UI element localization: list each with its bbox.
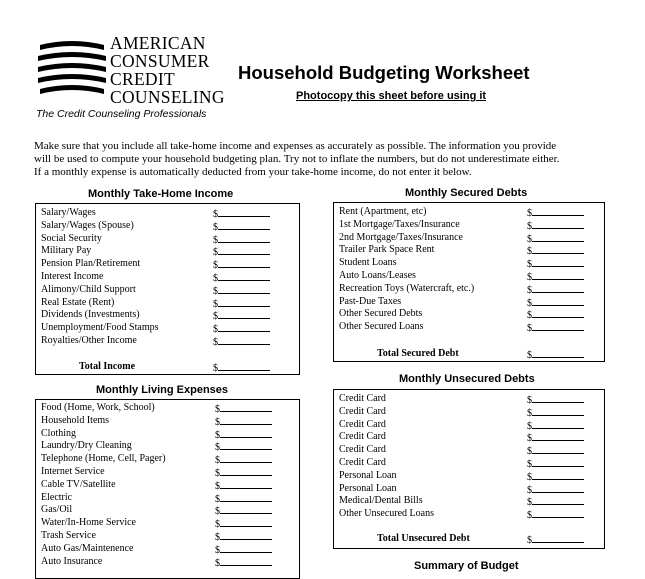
amount-blank-line[interactable] [532,232,584,242]
amount-field[interactable] [215,402,272,415]
line-item-row [339,431,599,444]
amount-blank-line[interactable] [218,258,270,268]
line-item-row [339,206,599,219]
line-item-row [339,244,599,257]
line-item-label: Other Unsecured Loans [339,508,434,520]
line-item-label: Other Secured Loans [339,321,424,333]
amount-blank-line[interactable] [220,453,272,463]
line-item-label: Military Pay [41,245,92,257]
amount-blank-line[interactable] [532,406,584,416]
line-item-label: Royalties/Other Income [41,335,137,346]
total-row [41,361,294,374]
amount-blank-line[interactable] [218,233,270,243]
line-item-row [41,220,294,233]
amount-field[interactable] [527,283,584,296]
amount-field[interactable] [213,309,270,322]
line-item-label: Cable TV/Satellite [41,478,116,490]
amount-field[interactable] [213,220,270,233]
amount-blank-line[interactable] [532,508,584,518]
intro-paragraph [34,140,614,178]
line-item-row [41,466,294,479]
amount-blank-line[interactable] [532,244,584,254]
income-section [35,203,300,375]
line-item-row [339,508,599,521]
amount-field[interactable] [213,271,270,284]
currency-symbol: $ [215,442,220,454]
amount-blank-line[interactable] [532,270,584,280]
currency-symbol: $ [213,234,218,246]
amount-field[interactable] [527,419,584,432]
amount-field[interactable] [215,492,272,505]
line-item-row [339,470,599,483]
amount-blank-line[interactable] [220,479,272,489]
line-item-label: Water/In-Home Service [41,517,136,529]
currency-symbol: $ [215,544,220,556]
amount-field[interactable] [527,470,584,483]
currency-symbol: $ [213,260,218,272]
currency-symbol: $ [527,323,532,335]
total-amount-field[interactable] [213,361,270,374]
line-item-label: Recreation Toys (Watercraft, etc.) [339,282,475,294]
line-item-label: Real Estate (Rent) [41,296,115,308]
currency-symbol: $ [527,395,532,406]
secured-debts-section [333,202,605,362]
currency-symbol: $ [527,220,532,232]
line-item-row [339,457,599,470]
unsecured-debts-heading: Monthly Unsecured Debts [399,373,535,385]
unsecured-debts-section [333,389,605,549]
total-label: Total Secured Debt [377,348,459,359]
line-item-label: Credit Card [339,457,386,468]
currency-symbol: $ [213,209,218,220]
brand-line: AMERICAN [110,33,206,53]
amount-blank-line[interactable] [532,321,584,331]
intro-line: will be used to compute your household budgeting plan. Try not to inflate the numbers, but do not underestimate either. [34,152,560,165]
amount-blank-line[interactable] [532,296,584,306]
line-item-row [339,444,599,457]
amount-field[interactable] [215,466,272,479]
amount-field[interactable] [527,308,584,321]
currency-symbol: $ [215,429,220,441]
line-item-row [41,479,294,492]
amount-field[interactable] [527,232,584,245]
currency-symbol: $ [527,350,532,361]
line-item-row [41,258,294,271]
living-expenses-heading: Monthly Living Expenses [96,384,229,396]
amount-field[interactable] [527,406,584,419]
total-amount-field[interactable] [527,533,584,546]
currency-symbol: $ [215,506,220,518]
line-item-row [41,517,294,530]
amount-blank-line[interactable] [220,517,272,527]
line-item-label: Trash Service [41,530,96,541]
currency-symbol: $ [527,510,532,522]
line-item-label: Clothing [41,427,77,439]
brand-line: CREDIT [110,69,175,89]
amount-blank-line[interactable] [532,483,584,493]
amount-field[interactable] [215,440,272,453]
logo-stripes-icon [36,39,108,99]
amount-blank-line[interactable] [532,495,584,505]
line-item-row [41,428,294,441]
currency-symbol: $ [215,493,220,505]
currency-symbol: $ [527,484,532,496]
total-row [339,348,599,361]
amount-field[interactable] [213,284,270,297]
intro-line: Make sure that you include all take-home income and expenses as accurately as possible. The information you provide [34,140,557,152]
currency-symbol: $ [215,468,220,479]
amount-blank-line[interactable] [220,492,272,502]
line-item-label: Food (Home, Work, School) [41,402,155,413]
line-item-row [41,556,294,569]
line-item-row [339,495,599,508]
line-item-label: Laundry/Dry Cleaning [41,440,132,452]
amount-blank-line[interactable] [220,556,272,566]
amount-field[interactable] [527,296,584,309]
currency-symbol: $ [527,407,532,419]
amount-blank-line[interactable] [218,245,270,255]
line-item-row [339,219,599,232]
line-item-label: Electric [41,491,73,503]
income-heading: Monthly Take-Home Income [88,188,234,200]
company-logo [36,34,226,112]
amount-field[interactable] [215,453,272,466]
amount-field[interactable] [527,431,584,444]
currency-symbol: $ [527,433,532,445]
line-item-row [339,283,599,296]
amount-blank-line[interactable] [220,543,272,553]
amount-field[interactable] [213,297,270,310]
amount-blank-line[interactable] [532,419,584,429]
line-item-label: Unemployment/Food Stamps [41,322,159,334]
amount-blank-line[interactable] [532,308,584,318]
line-item-row [41,440,294,453]
line-item-label: Telephone (Home, Cell, Pager) [41,453,166,465]
amount-field[interactable] [527,257,584,270]
amount-field[interactable] [527,495,584,508]
currency-symbol: $ [215,455,220,467]
amount-field[interactable] [215,479,272,492]
line-item-label: Household Items [41,414,110,426]
currency-symbol: $ [213,298,218,310]
total-row [339,533,599,546]
amount-field[interactable] [527,483,584,496]
amount-blank-line[interactable] [218,335,270,345]
line-item-row [339,232,599,245]
amount-blank-line[interactable] [220,504,272,514]
currency-symbol: $ [527,284,532,296]
amount-blank-line[interactable] [218,207,270,217]
amount-blank-line[interactable] [532,393,584,403]
amount-blank-line[interactable] [532,470,584,480]
currency-symbol: $ [213,273,218,284]
amount-field[interactable] [215,415,272,428]
amount-field[interactable] [527,321,584,334]
amount-blank-line[interactable] [218,309,270,319]
line-item-row [41,402,294,415]
line-item-row [339,406,599,419]
currency-symbol: $ [527,208,532,219]
total-amount-field[interactable] [527,348,584,361]
line-item-label: Credit Card [339,405,386,417]
line-item-row [41,335,294,348]
total-label: Total Income [79,361,136,372]
amount-field[interactable] [527,444,584,457]
line-item-row [41,245,294,258]
line-item-row [41,322,294,335]
line-item-row [41,309,294,322]
amount-blank-line[interactable] [532,206,584,216]
line-item-row [41,492,294,505]
tagline: The Credit Counseling Professionals [36,108,207,120]
amount-blank-line[interactable] [218,297,270,307]
currency-symbol: $ [527,272,532,283]
currency-symbol: $ [213,337,218,348]
currency-symbol: $ [215,404,220,415]
line-item-row [339,270,599,283]
amount-blank-line[interactable] [532,257,584,267]
line-item-label: Social Security [41,232,102,244]
line-item-label: Personal Loan [339,482,397,494]
amount-field[interactable] [213,258,270,271]
line-item-row [339,393,599,406]
line-item-row [41,284,294,297]
amount-blank-line[interactable] [220,440,272,450]
currency-symbol: $ [213,311,218,323]
amount-field[interactable] [527,270,584,283]
line-item-row [41,543,294,556]
line-item-label: Trailer Park Space Rent [339,244,435,256]
amount-field[interactable] [215,530,272,543]
currency-symbol: $ [527,471,532,483]
currency-symbol: $ [215,557,220,569]
line-item-label: Interest Income [41,271,104,282]
amount-field[interactable] [527,206,584,219]
line-item-label: Auto Loans/Leases [339,270,416,281]
line-item-label: Credit Card [339,431,386,443]
currency-symbol: $ [527,535,532,546]
amount-field[interactable] [213,233,270,246]
line-item-label: Credit Card [339,418,386,430]
line-item-label: Internet Service [41,466,105,477]
amount-field[interactable] [213,335,270,348]
currency-symbol: $ [527,310,532,322]
line-item-label: Gas/Oil [41,504,73,516]
line-item-label: Personal Loan [339,469,397,481]
living-expenses-section [35,399,300,579]
amount-blank-line[interactable] [532,219,584,229]
amount-field[interactable] [527,244,584,257]
line-item-label: Credit Card [339,444,386,456]
amount-blank-line[interactable] [532,283,584,293]
line-item-row [339,257,599,270]
line-item-label: Student Loans [339,257,397,269]
line-item-row [339,296,599,309]
currency-symbol: $ [213,285,218,297]
line-item-label: 2nd Mortgage/Taxes/Insurance [339,231,463,243]
line-item-row [41,530,294,543]
currency-symbol: $ [527,420,532,432]
page-subtitle: Photocopy this sheet before using it [296,90,487,102]
amount-field[interactable] [213,245,270,258]
amount-blank-line[interactable] [218,284,270,294]
brand-line: COUNSELING [110,87,225,107]
amount-blank-line[interactable] [220,415,272,425]
currency-symbol: $ [527,497,532,509]
line-item-row [41,207,294,220]
currency-symbol: $ [213,363,218,374]
amount-blank-line[interactable] [218,361,270,371]
total-label: Total Unsecured Debt [377,533,470,544]
line-item-row [339,419,599,432]
line-item-label: Credit Card [339,393,386,404]
amount-field[interactable] [215,428,272,441]
intro-line: If a monthly expense is automatically deducted from your take-home income, do not enter it below. [34,165,472,178]
amount-blank-line[interactable] [220,428,272,438]
line-item-row [41,297,294,310]
line-item-row [339,321,599,334]
currency-symbol: $ [527,459,532,470]
amount-blank-line[interactable] [220,402,272,412]
line-item-label: Past-Due Taxes [339,295,402,307]
currency-symbol: $ [527,259,532,271]
amount-blank-line[interactable] [220,530,272,540]
amount-field[interactable] [215,504,272,517]
amount-blank-line[interactable] [218,220,270,230]
line-item-row [41,271,294,284]
amount-field[interactable] [213,322,270,335]
line-item-label: Pension Plan/Retirement [41,258,141,270]
amount-field[interactable] [527,508,584,521]
line-item-label: Salary/Wages (Spouse) [41,219,134,231]
line-item-label: Dividends (Investments) [41,309,140,321]
brand-name [110,34,225,106]
line-item-row [41,504,294,517]
currency-symbol: $ [215,480,220,492]
line-item-label: Other Secured Debts [339,308,423,320]
line-item-label: Auto Insurance [41,555,103,567]
currency-symbol: $ [213,221,218,233]
line-item-label: Rent (Apartment, etc) [339,206,427,217]
currency-symbol: $ [215,532,220,543]
currency-symbol: $ [215,416,220,428]
amount-blank-line[interactable] [218,322,270,332]
amount-blank-line[interactable] [532,457,584,467]
line-item-label: Auto Gas/Maintenence [41,542,134,554]
line-item-row [339,483,599,496]
amount-blank-line[interactable] [218,271,270,281]
currency-symbol: $ [213,324,218,336]
amount-field[interactable] [215,556,272,569]
amount-field[interactable] [527,393,584,406]
amount-blank-line[interactable] [532,533,584,543]
summary-heading: Summary of Budget [414,560,519,572]
amount-field[interactable] [527,457,584,470]
amount-blank-line[interactable] [532,431,584,441]
secured-debts-heading: Monthly Secured Debts [405,187,528,199]
brand-line: CONSUMER [110,51,210,71]
currency-symbol: $ [527,297,532,309]
currency-symbol: $ [527,246,532,258]
amount-field[interactable] [213,207,270,220]
line-item-row [339,308,599,321]
amount-blank-line[interactable] [220,466,272,476]
currency-symbol: $ [527,233,532,245]
line-item-label: Medical/Dental Bills [339,495,423,507]
currency-symbol: $ [215,519,220,531]
page-title: Household Budgeting Worksheet [238,62,530,83]
amount-field[interactable] [215,543,272,556]
line-item-label: Salary/Wages [41,207,96,218]
amount-blank-line[interactable] [532,444,584,454]
line-item-row [41,453,294,466]
currency-symbol: $ [213,247,218,259]
amount-field[interactable] [527,219,584,232]
currency-symbol: $ [527,446,532,458]
line-item-row [41,233,294,246]
amount-blank-line[interactable] [532,348,584,358]
line-item-row [41,415,294,428]
line-item-label: Alimony/Child Support [41,283,136,295]
amount-field[interactable] [215,517,272,530]
line-item-label: 1st Mortgage/Taxes/Insurance [339,218,460,230]
